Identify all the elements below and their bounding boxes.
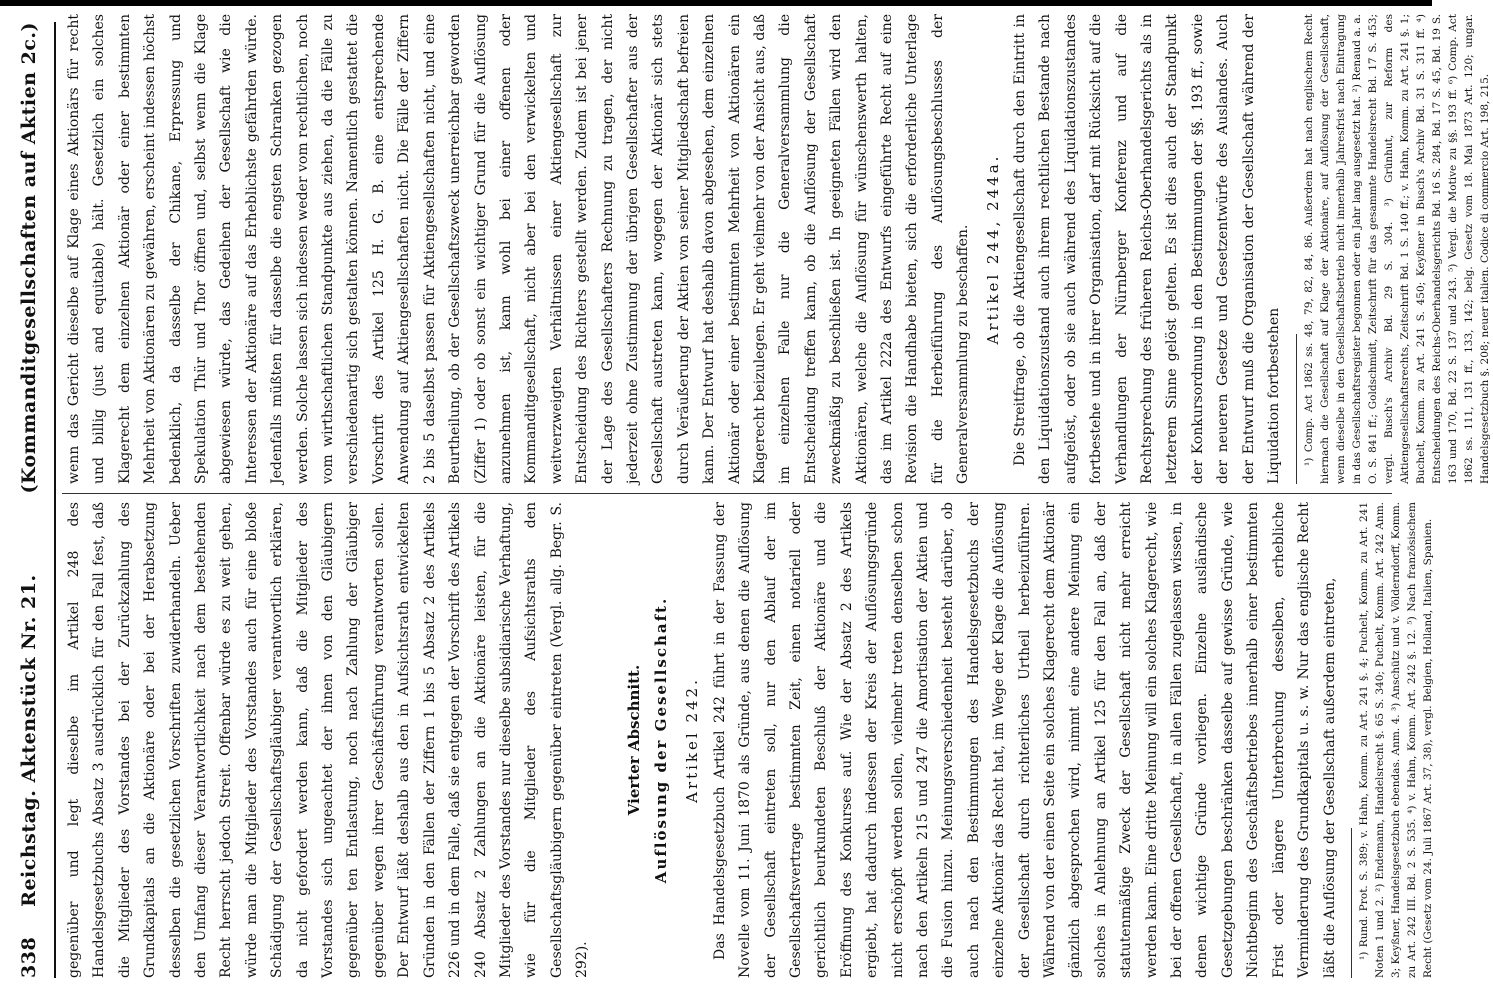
right-column xyxy=(62,14,1491,484)
header-rule xyxy=(54,22,56,978)
column-divider xyxy=(62,493,1392,494)
section-heading: Vierter Abschnitt. xyxy=(624,664,643,816)
right-paragraph-1: wenn das Gericht dieselbe auf Klage eines Aktionärs für recht und billig (just and equitable) hält. Gesetzlich ein solches Klagerecht dem einzelnen Aktionär oder einer bestimmten Mehrheit von Aktionären zu gewähren, erscheint indessen höchst bedenklich, da dasselbe der Chikane, Erpressung und Spekulation Thür und Thor öffnen und, selbst wenn die Klage abgewiesen würde, das Gedeihen der Gesellschaft wie die Interessen der Aktionäre auf das Erheblichste gefährden würde. Jedenfalls müßten für dasselbe die engsten Schranken gezogen werden. Solche lassen sich indessen weder vom rechtlichen, noch vom wirthschaftlichen Standpunkte aus ziehen, da die Fälle zu verschiedenartig sich gestalten können. Namentlich gestattet die Vorschrift des Artikel 125 H. G. B. eine entsprechende Anwendung auf Aktiengesellschaften nicht. Die Fälle der Ziffern 2 bis 5 daselbst passen für Aktiengesellschaften nicht, und eine Beurtheilung, ob der Gesellschaftszweck unerreichbar geworden (Ziffer 1) oder ob sonst ein wichtiger Grund für die Auflösung anzunehmen ist, kann wohl bei einer offenen oder Kommanditgesellschaft, nicht aber bei den verwickelten und weitverzweigten Verhältnissen einer Aktiengesellschaft zur Entscheidung des Richters gestellt werden. Zudem ist bei jener der Lage des Gesellschafters Rechnung zu tragen, der nicht jederzeit ohne Zustimmung der übrigen Gesellschafter aus der Gesellschaft austreten kann, wogegen der Aktionär sich stets durch Veräußerung der Aktien von seiner Mitgliedschaft befreien kann. Der Entwurf hat deshalb davon abgesehen, dem einzelnen Aktionär oder einer bestimmten Mehrheit von Aktionären ein Klagerecht beizulegen. Er geht vielmehr von der Ansicht aus, daß im einzelnen Falle nur die Generalversammlung die Entscheidung treffen kann, ob die Auflösung der Gesellschaft zweckmäßig zu beschließen ist. In geeigneten Fällen wird den Aktionären, welche die Auflösung für wünschenswerth halten, das im Artikel 222a des Entwurfs eingeführte Recht auf eine Revision die Handhabe bieten, sich die erforderliche Unterlage für die Herbeiführung des Auflösungsbeschlusses der Generalversammlung zu beschaffen. xyxy=(66,14,972,484)
right-paragraph-2: Die Streitfrage, ob die Aktiengesellschaft durch den Eintritt in den Liquidationszustand auch ihrem rechtlichen Bestande nach aufgelöst, oder ob sie auch während des Liquidationszustandes fortbestehe und in ihrer Organisation, darf mit Rücksicht auf die Verhandlungen der Nürnberger Konferenz und auf die Rechtsprechung des früheren Reichs-Oberhandelsgerichts als in letzterem Sinne gelöst gelten. Es ist dies auch der Standpunkt der Konkursordnung in den Bestimmungen der §§. 193 ff., sowie der neueren Gesetze und Gesetzentwürfe des Auslandes. Auch der Entwurf muß die Organisation der Gesellschaft während der Liquidation fortbestehen xyxy=(1012,14,1283,484)
footnote-rule-left xyxy=(1351,828,1352,978)
article-heading-244: Artikel 244, 244a. xyxy=(983,153,1002,345)
footnote-rule-right xyxy=(1296,334,1297,484)
left-column xyxy=(62,502,1434,978)
article-heading-242: Artikel 242. xyxy=(683,677,702,803)
header-subject: (Kommanditgesellschaften auf Aktien 2c.) xyxy=(18,22,40,494)
right-footnotes: ¹) Comp. Act 1862 ss. 48, 79, 82, 84, 86. Außerdem hat nach englischem Recht hiernach die Gesellschaft auf Klage der Aktionäre, auf Auflösung der Gesellschaft, wenn dieselbe in den Gesellschaftsbetrieb nicht innerhalb Jahresfrist nach Eintragung in das Gesellschaftsregister begonnen oder ein Jahr lang ausgesetzt hat. ²) Renaud a. a. O. S. 841 ff.; Goldschmidt, Zeitschrift für das gesammte Handelsrecht Bd. 17 S. 453; vergl. Busch's Archiv Bd. 29 S. 304. ³) Grünhut, zur Reform des Aktiengesellschaftsrechts, Zeitschrift Bd. 1 S. 140 ff.; v. Hahn, Komm. zu Art. 241 §. 1; Buchelt, Komm. zu Art. 241 S. 450; Keyßner in Busch's Archiv Bd. 31 S. 311 ff. ⁴) Entscheidungen des Reichs-Oberhandelsgerichts Bd. 16 S. 284, Bd. 17 S. 45, Bd. 19 S. 163 und 170, Bd. 22 S. 137 und 243. ⁵) Vergl. die Motive zu §§. 193 ff. ⁶) Comp. Act 1862 ss. 111, 131 ff., 133, 142; belg. Gesetz vom 18. Mai 1873 Art. 120; ungar. Handelsgesetzbuch §. 208; neuer italien. Codice di commercio Art. 198, 215. xyxy=(1302,14,1491,484)
left-paragraph-2: Das Handelsgesetzbuch Artikel 242 führt in der Fassung der Novelle vom 11. Juni 1870 als Gründe, aus denen die Auflösung der Gesellschaft eintreten soll, nur den Ablauf der im Gesellschaftsvertrage bestimmten Zeit, einen notariell oder gerichtlich beurkundeten Beschluß der Aktionäre und die Eröffnung des Konkurses auf. Wie der Absatz 2 des Artikels ergiebt, hat dadurch indessen der Kreis der Auflösungsgründe nicht erschöpft werden sollen, vielmehr treten denselben schon nach den Artikeln 215 und 247 die Amortisation der Aktien und die Fusion hinzu. Meinungsverschiedenheit besteht darüber, ob auch nach den Bestimmungen des Handelsgesetzbuchs der einzelne Aktionär das Recht hat, im Wege der Klage die Auflösung der Gesellschaft durch richterliches Urtheil herbeizuführen. Während von der einen Seite ein solches Klagerecht dem Aktionär gänzlich abgesprochen wird, nimmt eine andere Meinung ein solches in Anlehnung an Artikel 125 für den Fall an, daß der statutenmäßige Zweck der Gesellschaft nicht mehr erreicht werden kann. Eine dritte Meinung will ein solches Klagerecht, wie bei der offenen Gesellschaft, in allen Fällen zugelassen wissen, in denen wichtige Gründe vorliegen. Einzelne ausländische Gesetzgebungen beschränken dasselbe auf gewisse Gründe, wie Nichtbeginn des Geschäftsbetriebes innerhalb einer bestimmten Frist oder längere Unterbrechung desselben, erhebliche Verminderung des Grundkapitals u. s. w. Nur das englische Recht läßt die Auflösung der Gesellschaft außerdem eintreten, xyxy=(711,502,1338,978)
left-footnotes: ¹) Rund. Prot. S. 389; v. Hahn, Komm. zu Art. 241 §. 4; Puchelt, Komm. zu Art. 241 Noten 1 und 2. ²) Endemann, Handelsrecht §. 65 S. 340; Puchelt, Komm. Art. 242 Anm. 3; Keyßner, Handelsgesetzbuch ebendas. Anm. 4. ³) Anschütz und v. Völderndorff, Komm. zu Art. 242 III. Bd. 2 S. 535. ⁴) v. Hahn, Komm. Art. 242 §. 12. ⁵) Nach französischem Recht (Gesetz vom 24. Juli 1867 Art. 37, 38), vergl. Belgien, Holland, Italien, Spanien. xyxy=(1357,502,1434,978)
page-number: 338 xyxy=(18,936,40,978)
section-subheading: Auflösung der Gesellschaft. xyxy=(651,596,670,884)
page-header xyxy=(18,22,52,978)
header-title: Reichstag. Aktenstück Nr. 21. xyxy=(18,574,40,907)
left-paragraph-1: gegenüber und legt dieselbe im Artikel 248 des Handelsgesetzbuchs Absatz 3 ausdrücklich für den Fall fest, daß die Mitglieder des Vorstandes bei der Zurückzahlung des Grundkapitals an die Aktionäre oder bei der Herabsetzung desselben die gesetzlichen Vorschriften zuwiderhandeln. Ueber den Umfang dieser Verantwortlichkeit nach dem bestehenden Recht herrscht jedoch Streit. Offenbar würde es zu weit gehen, würde man die Mitglieder des Vorstandes auch für eine bloße Schädigung der Gesellschaftsgläubiger verantwortlich erklären, da nicht gefordert werden kann, daß die Mitglieder des Vorstandes sich ungeachtet der ihnen von den Gläubigern gegenüber ten Entlastung, noch nach Zahlung der Gläubiger gegenüber wegen ihrer Geschäftsführung verantworten sollen. Der Entwurf läßt deshalb aus den in Aufsichtsrath entwickelten Gründen in den Fällen der Ziffern 1 bis 5 Absatz 2 des Artikels 226 und in dem Falle, daß sie entgegen der Vorschrift des Artikels 240 Absatz 2 Zahlungen an die Aktionäre leisten, für die Mitglieder des Vorstandes nur dieselbe subsidiarische Verhaftung, wie für die Mitglieder des Aufsichtsraths den Gesellschaftsgläubigern gegenüber eintreten (Vergl. allg. Begr. S. 292). xyxy=(66,502,591,978)
